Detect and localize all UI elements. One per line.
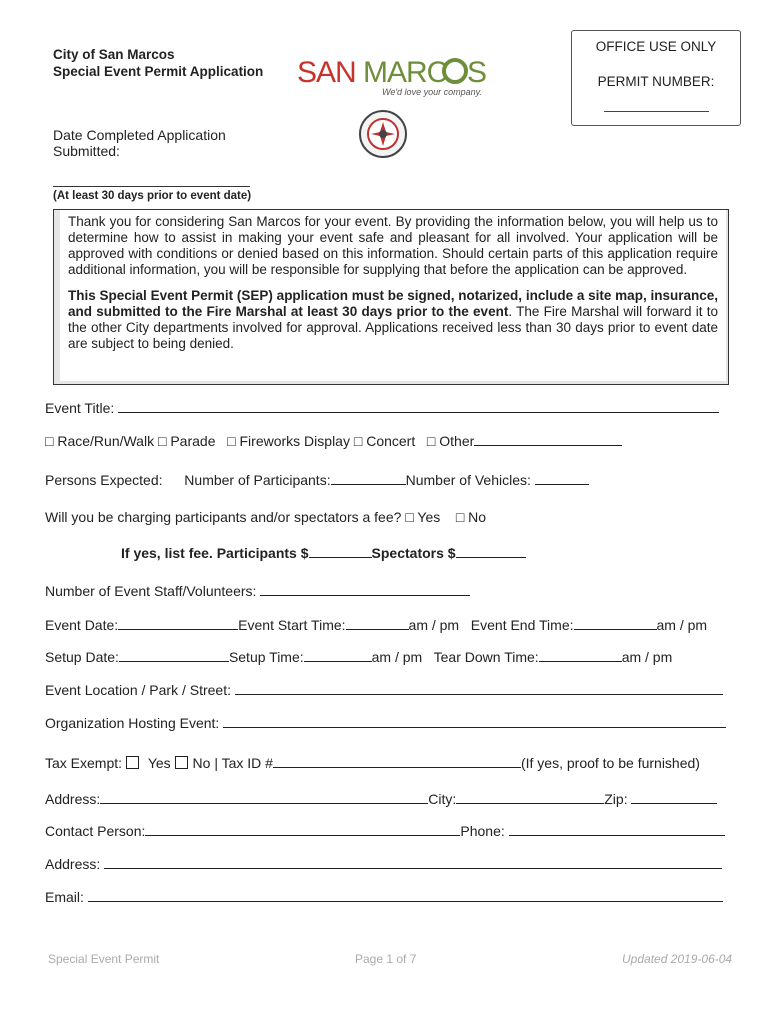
footer-left: Special Event Permit <box>48 952 160 966</box>
event-date-field[interactable] <box>118 615 238 630</box>
address-field[interactable] <box>100 789 428 804</box>
participant-fee-field[interactable] <box>309 543 372 558</box>
type-fireworks-checkbox[interactable]: □ Fireworks Display <box>227 433 350 449</box>
start-time-field[interactable] <box>346 615 409 630</box>
contact-row: Contact Person: Phone: <box>45 821 725 839</box>
setup-row: Setup Date: Setup Time: am / pm Tear Down Time: am / pm <box>45 649 673 665</box>
permit-number-field[interactable] <box>604 111 709 112</box>
staff-row: Number of Event Staff/Volunteers: <box>45 581 470 599</box>
email-row: Email: <box>45 887 723 905</box>
date-requirement-note: (At least 30 days prior to event date) <box>53 190 252 202</box>
office-use-box <box>571 30 741 126</box>
vehicles-field[interactable] <box>535 470 589 485</box>
date-completed-label: Date Completed Application Submitted: <box>53 127 226 159</box>
end-time-field[interactable] <box>574 615 657 630</box>
office-use-label: OFFICE USE ONLY <box>595 39 717 54</box>
svg-text:S: S <box>467 56 488 89</box>
spectator-fee-field[interactable] <box>456 543 526 558</box>
fire-department-seal <box>358 108 408 160</box>
logo-tagline: We'd love your company. <box>382 87 482 97</box>
tax-exempt-no-checkbox[interactable] <box>175 756 188 769</box>
contact-person-field[interactable] <box>145 821 460 836</box>
fee-list-row: If yes, list fee. Participants $ Spectators $ <box>121 543 526 561</box>
other-type-field[interactable] <box>474 431 622 446</box>
phone-field[interactable] <box>509 821 725 836</box>
participants-field[interactable] <box>331 470 406 485</box>
address2-field[interactable] <box>104 854 722 869</box>
footer-page-number: Page 1 of 7 <box>355 952 417 966</box>
address-row: Address: City: Zip: <box>45 789 717 807</box>
location-row: Event Location / Park / Street: <box>45 680 723 698</box>
date-completed-field[interactable] <box>53 186 250 187</box>
fee-row: Will you be charging participants and/or spectators a fee? □ Yes □ No <box>45 509 487 525</box>
email-field[interactable] <box>88 887 723 902</box>
type-race-checkbox[interactable]: □ Race/Run/Walk <box>45 433 155 449</box>
tax-id-field[interactable] <box>273 753 521 768</box>
staff-field[interactable] <box>260 581 470 596</box>
setup-date-field[interactable] <box>119 647 229 662</box>
footer-updated-date: Updated 2019-06-04 <box>622 952 733 966</box>
org-hosting-row: Organization Hosting Event: <box>45 713 726 731</box>
city-field[interactable] <box>456 789 604 804</box>
svg-text:SAN: SAN <box>297 56 356 89</box>
event-title-row: Event Title: <box>45 398 719 416</box>
intro-notice-box <box>53 209 729 385</box>
type-other-checkbox[interactable]: □ Other <box>426 433 475 449</box>
org-hosting-field[interactable] <box>223 713 726 728</box>
san-marcos-logo <box>297 52 488 98</box>
zip-field[interactable] <box>631 789 717 804</box>
persons-row: Persons Expected: Number of Participants: Number of Vehicles: <box>45 470 589 488</box>
intro-paragraph: Thank you for considering San Marcos for your event. By providing the information below, you will help us to determine how to assist in making your event safe and pleasant for all involved. Your application will be approved with conditions or denied based on this information. Should certain parts of this application require additional information, you will be responsible for supplying that before the application can be approved. <box>68 214 718 277</box>
fee-no-checkbox[interactable]: □ No <box>455 509 487 525</box>
teardown-time-field[interactable] <box>539 647 622 662</box>
org-name: City of San Marcos <box>53 47 175 62</box>
fee-yes-checkbox[interactable]: □ Yes <box>405 509 441 525</box>
svg-text:MARC: MARC <box>363 56 448 89</box>
header-title-block <box>53 46 263 80</box>
setup-time-field[interactable] <box>304 647 372 662</box>
tax-exempt-yes-checkbox[interactable] <box>126 756 139 769</box>
address2-row: Address: <box>45 854 722 872</box>
tax-exempt-row: Tax Exempt: Yes No | Tax ID # (If yes, proof to be furnished) <box>45 755 700 771</box>
requirements-paragraph: This Special Event Permit (SEP) application must be signed, notarized, include a site map, insurance, and submitted to the Fire Marshal at least 30 days prior to the event. The Fire Marshal will forward it to the other City departments involved for approval. Applications received less than 30 days prior to event date are subject to being denied. <box>68 288 719 351</box>
event-title-field[interactable] <box>118 398 719 413</box>
event-date-row: Event Date: Event Start Time: am / pm Event End Time: am / pm <box>45 617 708 633</box>
type-parade-checkbox[interactable]: □ Parade <box>157 433 216 449</box>
event-type-row <box>45 431 622 449</box>
permit-number-label: PERMIT NUMBER: <box>597 74 715 89</box>
type-concert-checkbox[interactable]: □ Concert <box>353 433 416 449</box>
location-field[interactable] <box>235 680 723 695</box>
form-title: Special Event Permit Application <box>53 64 264 79</box>
